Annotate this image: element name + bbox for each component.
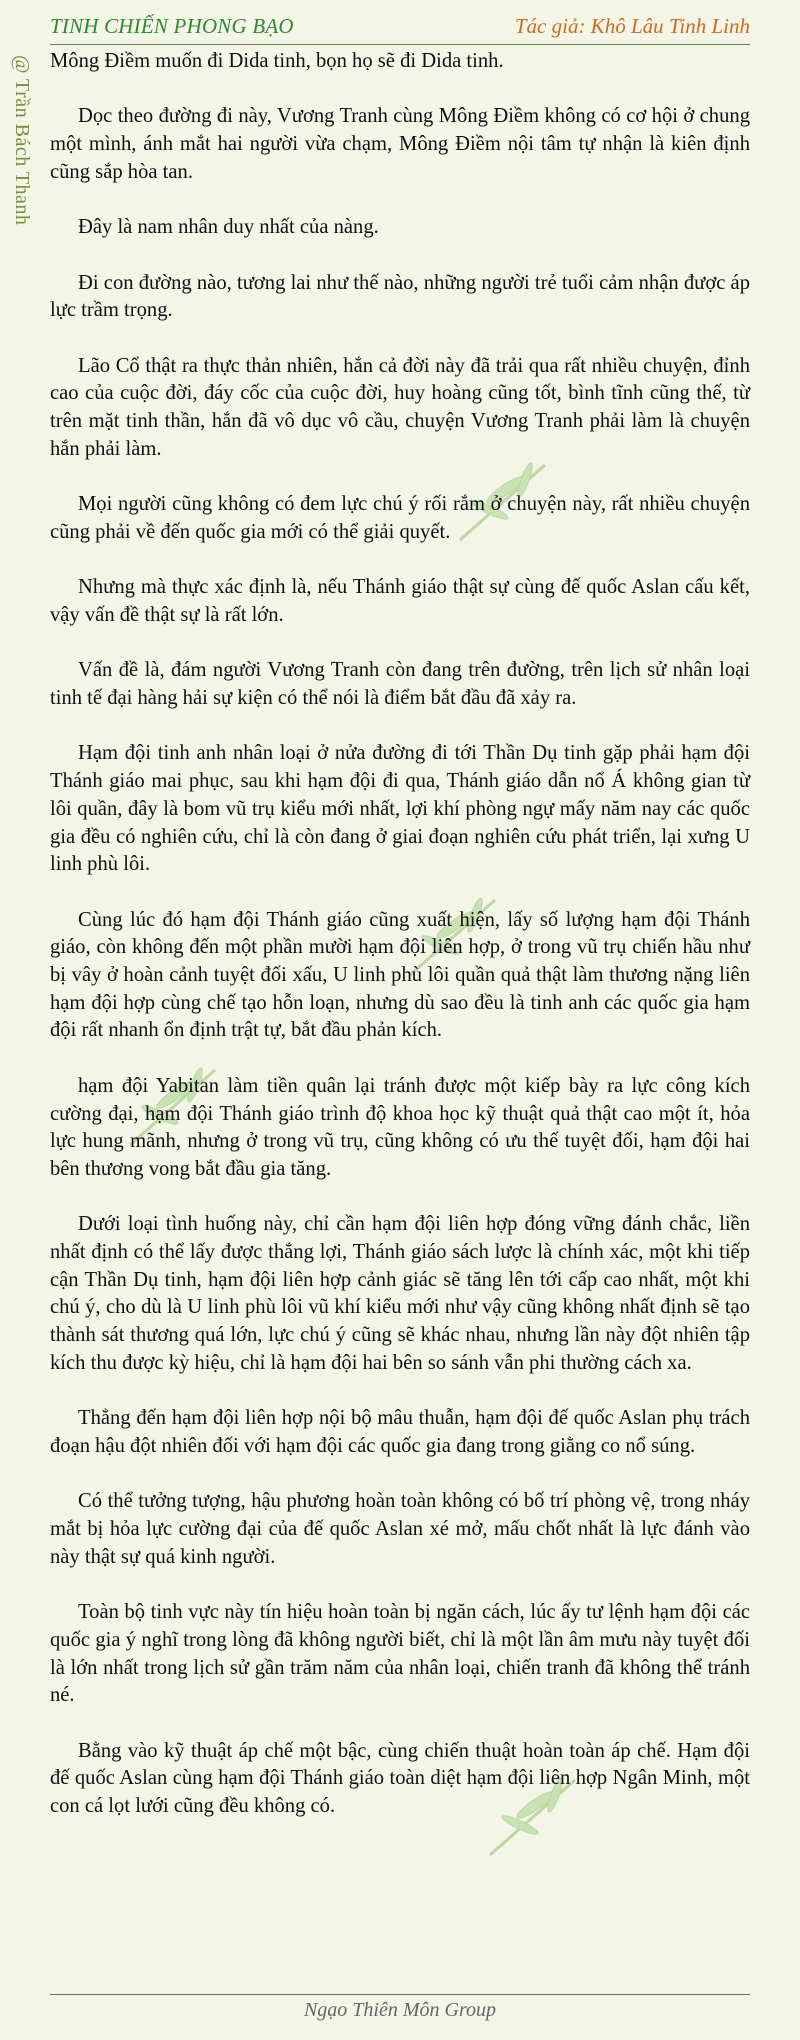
- translator-credit: @ Trần Bách Thanh: [11, 55, 33, 226]
- page-header: [50, 8, 750, 45]
- page-footer: Ngạo Thiên Môn Group: [50, 1994, 750, 2022]
- paragraph: Bằng vào kỹ thuật áp chế một bậc, cùng chiến thuật hoàn toàn áp chế. Hạm đội đế quốc Aslan cùng hạm đội Thánh giáo toàn diệt hạm đội liên hợp Ngân Minh, một con cá lọt lưới cũng đều không có.: [50, 1739, 750, 1818]
- author-credit: Tác giả: Khô Lâu Tinh Linh: [514, 13, 750, 38]
- paragraph: Nhưng mà thực xác định là, nếu Thánh giáo thật sự cùng đế quốc Aslan cấu kết, vậy vấn đề thật sự là rất lớn.: [50, 576, 750, 626]
- paragraph: Toàn bộ tinh vực này tín hiệu hoàn toàn bị ngăn cách, lúc ấy tư lệnh hạm đội các quốc gia ý nghĩ trong lòng đã không người biết, chỉ là một lần âm mưu này tuyệt đối là lớn nhất trong lịch sử gần trăm năm của nhân loại, chiến tranh đã không thể tránh né.: [50, 1601, 750, 1707]
- paragraph: Dưới loại tình huống này, chỉ cần hạm đội liên hợp đóng vững đánh chắc, liền nhất định có thể lấy được thắng lợi, Thánh giáo sách lược là chính xác, một khi tiếp cận Thần Dụ tinh, hạm đội liên hợp cảnh giác sẽ tăng lên tới cấp cao nhất, một khi chú ý, cho dù là U linh phù lôi vũ khí kiểu mới như vậy cũng không nhất định sẽ tạo thành sát thương quá lớn, lực chú ý cũng sẽ khác nhau, nhưng lần này đột nhiên tập kích thu được kỳ hiệu, chỉ là hạm đội hai bên so sánh vẫn phi thường cách xa.: [50, 1213, 750, 1374]
- paragraph: Mọi người cũng không có đem lực chú ý rối rắm ở chuyện này, rất nhiều chuyện cũng phải về đến quốc gia mới có thể giải quyết.: [50, 493, 750, 543]
- book-title: TINH CHIẾN PHONG BẠO: [50, 13, 294, 38]
- paragraph: Đi con đường nào, tương lai như thế nào, những người trẻ tuổi cảm nhận được áp lực trầm trọng.: [50, 271, 750, 322]
- paragraph: Dọc theo đường đi này, Vương Tranh cùng Mông Điềm không có cơ hội ở chung một mình, ánh mắt hai người vừa chạm, Mông Điềm nội tâm tự nhận là kiên định cũng sắp hòa tan.: [50, 105, 750, 183]
- chapter-text: [50, 48, 750, 1848]
- paragraph: Vấn đề là, đám người Vương Tranh còn đang trên đường, trên lịch sử nhân loại tinh tế đại hàng hải sự kiện có thể nói là điểm bắt đầu đã xảy ra.: [50, 659, 750, 710]
- paragraph: Mông Điềm muốn đi Dida tinh, bọn họ sẽ đi Dida tinh.: [50, 50, 504, 72]
- paragraph: hạm đội Yabitan làm tiền quân lại tránh được một kiếp bày ra lực công kích cường đại, hạm đội Thánh giáo trình độ khoa học kỹ thuật quả thật cao một ít, hỏa lực hung mãnh, nhưng ở trong vũ trụ, cũng không có ưu thế tuyệt đối, hạm đội hai bên thương vong bắt đầu gia tăng.: [50, 1074, 750, 1180]
- paragraph: Lão Cổ thật ra thực thản nhiên, hắn cả đời này đã trải qua rất nhiều chuyện, đỉnh cao của cuộc đời, đáy cốc của cuộc đời, huy hoàng cũng tốt, bình tĩnh cũng thế, từ trên mặt tinh thần, hắn đã vô dục vô cầu, chuyện Vương Tranh phải làm là chuyện hắn phải làm.: [50, 354, 750, 460]
- paragraph: Có thể tưởng tượng, hậu phương hoàn toàn không có bố trí phòng vệ, trong nháy mắt bị hỏa lực cường đại của đế quốc Aslan xé mở, mấu chốt nhất là lực đánh vào này thật sự quá kinh người.: [50, 1490, 750, 1568]
- paragraph: Thẳng đến hạm đội liên hợp nội bộ mâu thuẫn, hạm đội đế quốc Aslan phụ trách đoạn hậu đột nhiên đối với hạm đội các quốc gia đang trong giằng co nổ súng.: [50, 1407, 750, 1457]
- paragraph: Hạm đội tinh anh nhân loại ở nửa đường đi tới Thần Dụ tinh gặp phải hạm đội Thánh giáo mai phục, sau khi hạm đội đi qua, Thánh giáo dẫn nổ Á không gian từ lôi quần, đây là bom vũ trụ kiểu mới nhất, lợi khí phòng ngự mấy năm nay các quốc gia đều có nghiên cứu, chỉ là còn đang ở giai đoạn nghiên cứu phát triển, lại xưng U linh phù lôi.: [50, 742, 750, 876]
- paragraph: Đây là nam nhân duy nhất của nàng.: [78, 216, 379, 239]
- paragraph: Cùng lúc đó hạm đội Thánh giáo cũng xuất hiện, lấy số lượng hạm đội Thánh giáo, còn không đến một phần mười hạm đội liên hợp, ở trong vũ trụ chiến hầu như bị vây ở hoàn cảnh tuyệt đối xấu, U linh phù lôi quần quả thật làm thương nặng liên hạm đội hợp cùng chế tạo hỗn loạn, nhưng dù sao đều là tinh anh các quốc gia hạm đội rất nhanh ổn định trật tự, bắt đầu phản kích.: [50, 908, 750, 1042]
